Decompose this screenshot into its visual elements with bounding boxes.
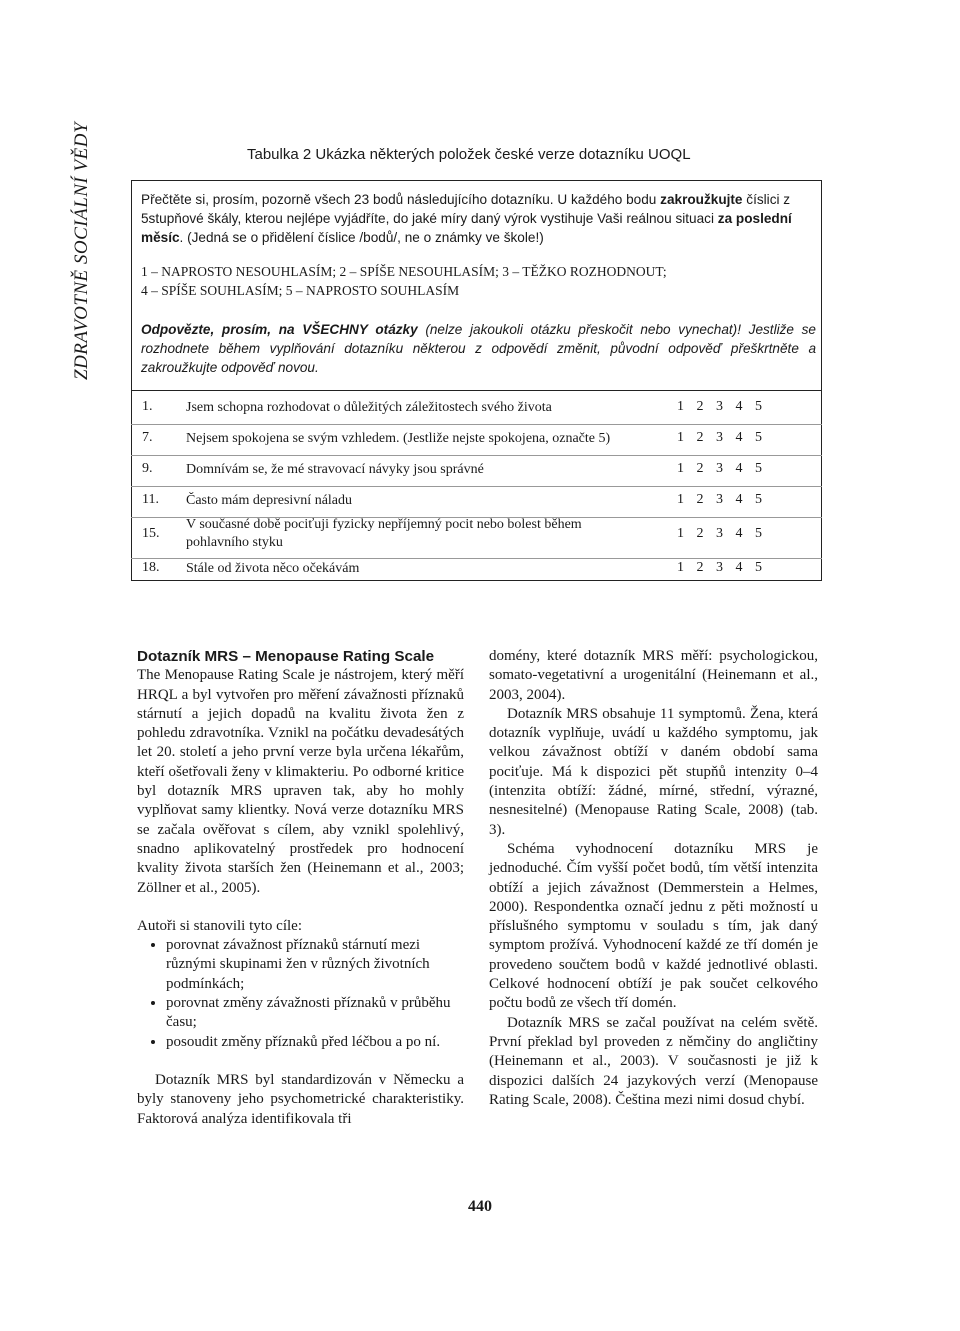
row-divider	[131, 486, 822, 487]
scale-legend-line-2: 4 – SPÍŠE SOUHLASÍM; 5 – NAPROSTO SOUHLASÍM	[141, 283, 460, 298]
scale-legend-line-1: 1 – NAPROSTO NESOUHLASÍM; 2 – SPÍŠE NESOUHLASÍM; 3 – TĚŽKO ROZHODNOUT;	[141, 264, 667, 279]
scale-legend	[141, 262, 816, 300]
item-text: Často mám depresivní náladu	[186, 493, 353, 508]
intro-bold-1: zakroužkujte	[660, 192, 743, 207]
item-text: Stále od života něco očekávám	[186, 561, 360, 576]
item-scale: 1 2 3 4 5	[677, 560, 762, 575]
right-paragraph-4: Dotazník MRS se začal používat na celém světě. První překlad byl proveden z němčiny do angličtiny (Heinemann et al., 2003). V současnosti je již k dispozici dalších 24 jazykových verzí (Menopause Rating Scale, 2008). Čeština mezi nimi dosud chybí.	[489, 1014, 818, 1108]
list-item: • posoudit změny příznaků před léčbou a po ní.	[166, 1033, 464, 1052]
item-scale: 1 2 3 4 5	[677, 399, 762, 414]
item-text: Jsem schopna rozhodovat o důležitých záležitostech svého života	[186, 400, 552, 415]
row-divider	[131, 558, 822, 559]
list-item: • porovnat změny závažnosti příznaků v průběhu času;	[166, 994, 464, 1033]
section-heading: Dotazník MRS – Menopause Rating Scale	[137, 648, 435, 665]
table-caption: Tabulka 2 Ukázka některých položek české verze dotazníku UOQL	[247, 146, 691, 163]
item-scale: 1 2 3 4 5	[677, 526, 762, 541]
item-number: 18.	[142, 560, 160, 575]
intro-text-2: číslici z 5stupňové škály, kterou nejlépe vyjádříte, do jaké míry daný výrok vystihuje Vaši reálnou situaci	[141, 192, 791, 226]
row-divider	[131, 455, 822, 456]
row-divider	[131, 424, 822, 425]
item-number: 15.	[142, 526, 160, 541]
left-paragraph-1: The Menopause Rating Scale je nástrojem, který měří HRQL a byl vytvořen pro měření závažnosti příznaků stárnutí a jejich dopadů na kvalitu života žen z pohledu zdravotníka. Vznikl na počátku devadesátých let 20. století a jeho první verze byla určena lékařům, kteří ošetřovali ženy v klimakteriu. Po odborné kritice byl dotazník MRS upraven tak, aby ho mohly vyplňovat samy klientky. Nová verze dotazníku MRS se začala ověřovat s cílem, aby vznikl spolehlivý, snadno aplikovatelný prostředek pro hodnocení kvality života starších žen (Heinemann et al., 2003; Zöllner et al., 2005).	[137, 667, 464, 896]
item-text: Domnívám se, že mé stravovací návyky jsou správné	[186, 462, 484, 477]
table-intro	[141, 190, 816, 247]
journal-title-vertical	[62, 90, 102, 380]
item-number: 1.	[142, 399, 153, 414]
journal-title-text: ZDRAVOTNĚ SOCIÁLNÍ VĚDY	[71, 121, 92, 380]
table-instructions	[141, 320, 816, 377]
left-paragraph-2: Dotazník MRS byl standardizován v Německu a byly stanoveny jeho psychometrické charakteristiky. Faktorová analýza identifikovala tři	[137, 1071, 464, 1127]
item-scale: 1 2 3 4 5	[677, 430, 762, 445]
item-text: V současné době pociťuji fyzicky nepříjemný pocit nebo bolest během pohlavního styku	[186, 517, 582, 550]
intro-bold-2: za poslední měsíc	[141, 211, 792, 245]
item-scale: 1 2 3 4 5	[677, 461, 762, 476]
intro-text-1: Přečtěte si, prosím, pozorně všech 23 bodů následujícího dotazníku. U každého bodu	[141, 192, 661, 207]
instructions-text: (nelze jakoukoli otázku přeskočit nebo vynechat)! Jestliže se rozhodnete během vyplňování dotazníku některou z odpovědí změnit, původní odpověď přeškrtněte a zakroužkujte odpověď novou.	[141, 322, 816, 375]
aims-intro: Autoři si stanovili tyto cíle:	[137, 917, 302, 934]
right-paragraph-3: Schéma vyhodnocení dotazníku MRS je jednoduché. Čím vyšší počet bodů, tím větší intenzita obtíží a jejich závažnost (Demmerstein a Helmes, 2000). Respondentka označí jednu z pěti možností u příslušného symptomu v souladu s tím, jak daný symptom prožívá. Vyhodnocení každé ze tří domén je provedeno součtem bodů v každé jednotlivé oblasti. Celkové hodnocení obtíží je pak součet celkového počtu bodů ze všech tří domén.	[489, 840, 818, 1012]
left-column	[137, 647, 464, 1129]
item-scale: 1 2 3 4 5	[677, 492, 762, 507]
item-number: 7.	[142, 430, 153, 445]
instructions-bold: Odpovězte, prosím, na VŠECHNY otázky	[141, 322, 418, 337]
row-divider	[131, 517, 822, 518]
list-item: • porovnat závažnost příznaků stárnutí mezi různými skupinami žen v různých životních podmínkách;	[166, 936, 464, 994]
right-paragraph-2: Dotazník MRS obsahuje 11 symptomů. Žena, která dotazník vyplňuje, uvádí u každého symptomu, jak velkou závažnost obtíží v daném období sama pociťuje. Má k dispozici pět stupňů intenzity 0–4 (intenzita obtíží: žádné, mírné, střední, výrazné, nesnesitelné) (Menopause Rating Scale, 2008) (tab. 3).	[489, 705, 818, 838]
page-number: 440	[468, 1198, 492, 1215]
right-column	[489, 647, 818, 1110]
item-text: Nejsem spokojena se svým vzhledem. (Jestliže nejste spokojena, označte 5)	[186, 431, 611, 446]
intro-text-3: . (Jedná se o přidělení číslice /bodů/, ne o známky ve škole!)	[179, 230, 544, 245]
right-paragraph-1: domény, které dotazník MRS měří: psychologickou, somato-vegetativní a urogenitální (Heinemann et al., 2003, 2004).	[489, 648, 818, 703]
item-number: 11.	[142, 492, 159, 507]
item-number: 9.	[142, 461, 153, 476]
aims-list	[137, 936, 464, 1052]
